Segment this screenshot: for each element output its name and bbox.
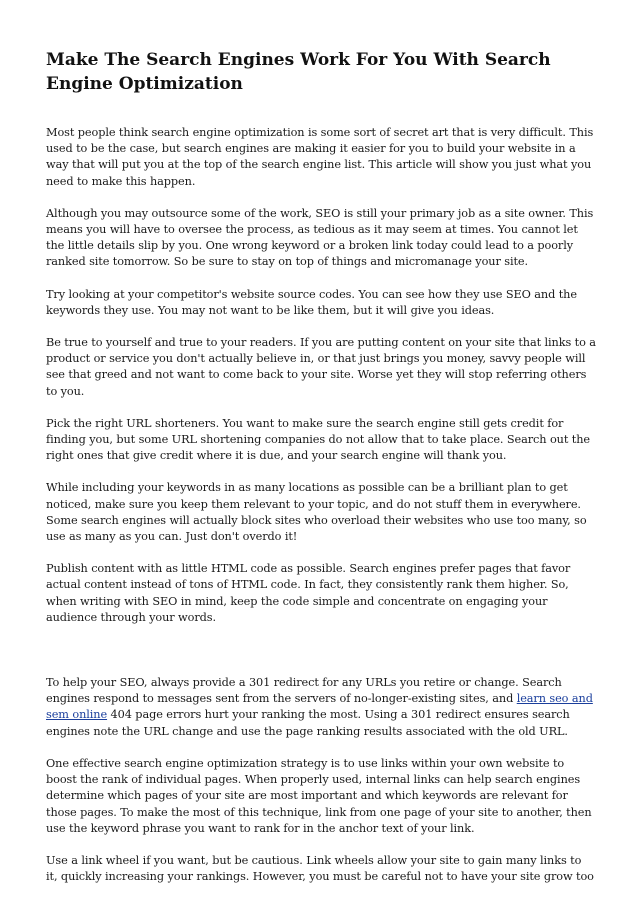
paragraph-internal-links: One effective search engine optimization strategy is to use links within your own website to boost the rank of individual pages. When properly used, internal links can help search engines determine which pages of your site are most important and which keywords are relevant for those pages. To make the most of this technique, link from one page of your site to another, then use the keyword phrase you want to rank for in the anchor text of your link.: [46, 756, 592, 835]
redirect-text-before: To help your SEO, always provide a 301 redirect for any URLs you retire or change. Search engines respond to messages sent from the servers of no-longer-existing sites, and: [46, 676, 562, 706]
paragraph-html-code: Publish content with as little HTML code as possible. Search engines prefer pages that favor actual content instead of tons of HTML code. In fact, they consistently rank them higher. So, when writing with SEO in mind, keep the code simple and concentrate on engaging your audience through your words.: [46, 562, 571, 624]
paragraph-redirect: [46, 675, 596, 740]
section-spacer: [46, 642, 596, 675]
paragraph-keywords: While including your keywords in as many locations as possible can be a brilliant plan to get noticed, make sure you keep them relevant to your topic, and do not stuff them in everywhere. Some search engines will actually block sites who overload their websites who use too many, so use as many as you can. Just don't overdo it!: [46, 481, 587, 544]
paragraph-intro: Most people think search engine optimization is some sort of secret art that is very difficult. This used to be the case, but search engines are making it easier for you to build your website in a way that will put you at the top of the search engine list. This article will show you just what you need to make this happen.: [46, 126, 594, 188]
document-page: [46, 48, 596, 901]
paragraph-link-wheel: Use a link wheel if you want, but be cautious. Link wheels allow your site to gain many links to it, quickly increasing your rankings. However, you must be careful not to have your site grow too: [46, 853, 594, 884]
paragraph-true-to-yourself: Be true to yourself and true to your readers. If you are putting content on your site that links to a product or service you don't actually believe in, or that just brings you money, savvy people will see that greed and not want to come back to your site. Worse yet they will stop referring others to you.: [46, 336, 596, 398]
seo-course-link[interactable]: learn seo and sem online: [46, 692, 593, 722]
paragraph-outsource: Although you may outsource some of the work, SEO is still your primary job as a site owner. This means you will have to oversee the process, as tedious as it may seem at times. You cannot let the little details slip by you. One wrong keyword or a broken link today could lead to a poorly ranked site tomorrow. So be sure to stay on top of things and micromanage your site.: [46, 206, 594, 269]
redirect-text-after: 404 page errors hurt your ranking the most. Using a 301 redirect ensures search engines note the URL change and use the page ranking results associated with the old URL.: [46, 708, 570, 738]
document-title: Make The Search Engines Work For You With Search Engine Optimization: [46, 50, 551, 94]
paragraph-url-shorteners: Pick the right URL shorteners. You want to make sure the search engine still gets credit for finding you, but some URL shortening companies do not allow that to take place. Search out the right ones that give credit where it is due, and your search engine will thank you.: [46, 416, 590, 463]
paragraph-competitor: Try looking at your competitor's website source codes. You can see how they use SEO and the keywords they use. You may not want to be like them, but it will give you ideas.: [46, 287, 577, 317]
